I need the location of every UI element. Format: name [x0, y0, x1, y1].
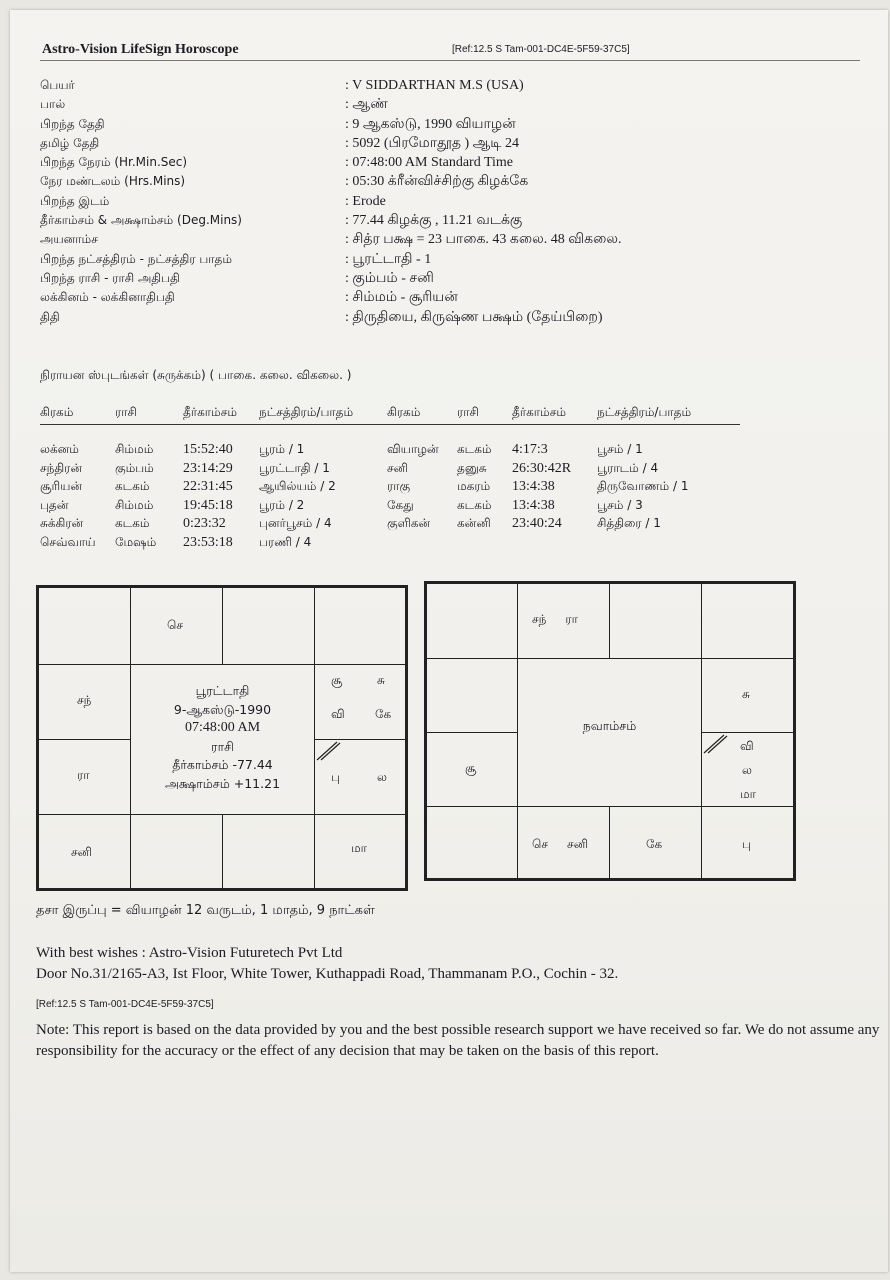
table-cell: திருவோணம் / 1: [597, 479, 689, 494]
footer-ref: [Ref:12.5 S Tam-001-DC4E-5F59-37C5]: [36, 999, 214, 1010]
rasi-cell-r3c1: [130, 814, 223, 889]
planet-label: ரா: [77, 768, 90, 782]
table-cell: சிம்மம்: [115, 497, 154, 512]
detail-label: பிறந்த நேரம் (Hr.Min.Sec): [40, 155, 188, 170]
table-cell: 15:52:40: [183, 442, 233, 458]
planet-label: மா: [740, 787, 756, 801]
rasi-cell-r2c0: [38, 739, 131, 815]
table-cell: [387, 534, 457, 553]
detail-value: : 05:30 க்ரீன்விச்சிற்கு கிழக்கே: [345, 174, 529, 190]
nirayana-title: நிராயன ஸ்புடங்கள் (சுருக்கம்) ( பாகை. கலை. விகலை. ): [40, 368, 352, 382]
detail-row: [40, 230, 870, 249]
table-cell: பரணி / 4: [259, 534, 312, 549]
detail-value: : சித்ர பக்ஷ = 23 பாகை. 43 கலை. 48 விகலை.: [345, 232, 622, 248]
detail-label: தீர்காம்சம் & அக்ஷாம்சம் (Deg.Mins): [40, 213, 242, 228]
table-cell: செவ்வாய்: [40, 534, 96, 549]
rasi-cell-r0c3: [314, 587, 406, 665]
rasi-chart: [36, 585, 408, 891]
report-ref: [Ref:12.5 S Tam-001-DC4E-5F59-37C5]: [452, 44, 630, 55]
planet-label: பு: [331, 770, 340, 784]
detail-value: : பூரட்டாதி - 1: [345, 251, 432, 267]
detail-row: [40, 308, 870, 327]
detail-value: : 77.44 கிழக்கு , 11.21 வடக்கு: [345, 213, 523, 229]
detail-value: : Erode: [345, 193, 386, 209]
column-header: நட்சத்திரம்/பாதம்: [259, 402, 387, 425]
column-header: கிரகம்: [387, 402, 457, 425]
planet-label: சு: [742, 687, 750, 701]
table-cell: சந்திரன்: [40, 460, 83, 475]
horoscope-page: [10, 10, 888, 1272]
planet-label: சந்: [77, 693, 92, 707]
detail-value: : ஆண்: [345, 97, 388, 113]
table-cell: சூரியன்: [40, 479, 83, 494]
table-cell: பூசம் / 3: [597, 497, 643, 512]
table-cell: லக்னம்: [40, 442, 79, 457]
column-header: கிரகம்: [40, 402, 115, 425]
detail-row: [40, 95, 870, 114]
navamsa-cell-r3c1: [517, 806, 610, 879]
table-cell: புதன்: [40, 497, 69, 512]
planet-table: [40, 402, 740, 552]
center-line: பூரட்டாதி: [195, 683, 250, 698]
table-cell: கடகம்: [115, 516, 150, 531]
table-cell: 13:4:38: [512, 497, 555, 513]
detail-label: பிறந்த ராசி - ராசி அதிபதி: [40, 270, 180, 285]
detail-label: திதி: [40, 309, 60, 324]
table-cell: பூராடம் / 4: [597, 460, 659, 475]
table-cell: சித்திரை / 1: [597, 516, 661, 531]
navamsa-chart: [424, 581, 796, 881]
rasi-center: [130, 664, 315, 815]
table-cell: குளிகன்: [387, 516, 431, 531]
column-header: தீர்காம்சம்: [183, 402, 259, 425]
column-header: ராசி: [457, 402, 512, 425]
table-spacer: [40, 425, 740, 442]
detail-label: லக்கினம் - லக்கினாதிபதி: [40, 290, 175, 305]
table-row: [40, 534, 740, 553]
rasi-cell-r1c0: [38, 664, 131, 740]
table-cell: [597, 534, 740, 553]
planet-label: மா: [351, 841, 367, 855]
rasi-cell-r3c2: [222, 814, 315, 889]
rasi-cell-r0c1: [130, 587, 223, 665]
table-cell: கேது: [387, 497, 414, 512]
detail-value: : 5092 (பிரமோதூத ) ஆடி 24: [345, 135, 519, 151]
detail-value: : கும்பம் - சனி: [345, 270, 434, 286]
table-row: [40, 441, 740, 460]
table-cell: பூரம் / 1: [259, 442, 305, 457]
detail-row: [40, 288, 870, 307]
table-row: [40, 497, 740, 516]
table-cell: கடகம்: [115, 479, 150, 494]
table-cell: சனி: [387, 460, 408, 475]
table-cell: 23:53:18: [183, 534, 233, 550]
table-cell: சிம்மம்: [115, 442, 154, 457]
vakra-marker-icon: [702, 733, 728, 755]
detail-row: [40, 250, 870, 269]
table-cell: ராகு: [387, 479, 411, 494]
detail-value: : 9 ஆகஸ்டு, 1990 வியாழன்: [345, 116, 516, 132]
detail-value: : திருதியை, கிருஷ்ண பக்ஷம் (தேய்பிறை): [345, 309, 603, 325]
navamsa-cell-r0c1: [517, 583, 610, 659]
report-title: Astro-Vision LifeSign Horoscope: [42, 42, 239, 57]
navamsa-cell-r0c0: [426, 583, 518, 659]
planet-label: கே: [646, 837, 663, 851]
column-header: தீர்காம்சம்: [512, 402, 597, 425]
center-line: ராசி: [211, 738, 234, 754]
navamsa-cell-r2c0: [426, 732, 518, 807]
planet-label: செ: [167, 618, 183, 632]
navamsa-cell-r1c3: [701, 658, 794, 733]
table-cell: கன்னி: [457, 516, 491, 531]
table-cell: கும்பம்: [115, 460, 154, 475]
table-cell: கடகம்: [457, 442, 492, 457]
navamsa-cell-r2c3: [701, 732, 794, 807]
dasa-balance: தசா இருப்பு = வியாழன் 12 வருடம், 1 மாதம், 9 நாட்கள்: [36, 903, 375, 918]
detail-label: பிறந்த இடம்: [40, 193, 110, 208]
detail-label: அயனாம்ச: [40, 232, 98, 247]
detail-label: பால்: [40, 97, 66, 112]
table-cell: 19:45:18: [183, 497, 233, 513]
table-cell: சுக்கிரன்: [40, 516, 84, 531]
table-cell: 23:14:29: [183, 460, 233, 476]
planet-label: சு: [377, 673, 385, 687]
center-line: 07:48:00 AM: [184, 720, 261, 736]
table-cell: கடகம்: [457, 497, 492, 512]
table-cell: பூரம் / 2: [259, 497, 305, 512]
table-cell: [512, 534, 597, 553]
planet-label: ல: [742, 763, 752, 777]
planet-label: பு: [742, 837, 751, 851]
table-cell: வியாழன்: [387, 442, 439, 457]
footer-wishes-block: [36, 943, 618, 985]
detail-label: பெயர்: [40, 78, 75, 92]
detail-value: : 07:48:00 AM Standard Time: [345, 155, 514, 171]
table-cell: தனுசு: [457, 460, 487, 475]
navamsa-cell-r0c2: [609, 583, 702, 659]
rasi-cell-r3c0: [38, 814, 131, 889]
detail-label: நேர மண்டலம் (Hrs.Mins): [40, 174, 186, 189]
detail-row: [40, 153, 870, 172]
footer-wishes: With best wishes : Astro-Vision Futuretech Pvt Ltd: [36, 945, 343, 961]
column-header: ராசி: [115, 402, 183, 425]
planet-label: சந் ரா: [532, 612, 578, 626]
table-cell: 4:17:3: [512, 442, 548, 458]
table-cell: 13:4:38: [512, 479, 555, 495]
disclaimer-note: Note: This report is based on the data provided by you and the best possible research support we have received so far. We do not assume any responsibility for the accuracy or the effect of any decision that may be taken on the basis of this report.: [36, 1022, 880, 1059]
planet-label: செ சனி: [532, 837, 589, 851]
detail-label: பிறந்த தேதி: [40, 116, 105, 131]
table-row: [40, 478, 740, 497]
navamsa-center: [517, 658, 702, 807]
rasi-cell-r0c0: [38, 587, 131, 665]
center-line: நவாம்சம்: [582, 718, 637, 733]
footer-address: Door No.31/2165-A3, Ist Floor, White Tower, Kuthappadi Road, Thammanam P.O., Cochin - 32.: [36, 966, 619, 982]
planet-label: ல: [377, 770, 387, 784]
table-header-row: [40, 402, 740, 425]
detail-row: [40, 134, 870, 153]
detail-row: [40, 211, 870, 230]
planet-label: கே: [375, 707, 392, 721]
detail-label: தமிழ் தேதி: [40, 135, 100, 150]
rasi-cell-r0c2: [222, 587, 315, 665]
planet-label: வி: [740, 739, 754, 753]
table-cell: 0:23:32: [183, 516, 226, 532]
detail-row: [40, 115, 870, 134]
table-row: [40, 460, 740, 479]
birth-details: [40, 76, 870, 327]
table-cell: மேஷம்: [115, 534, 157, 549]
detail-row: [40, 76, 870, 95]
detail-row: [40, 269, 870, 288]
navamsa-cell-r3c0: [426, 806, 518, 879]
navamsa-cell-r1c0: [426, 658, 518, 733]
detail-row: [40, 192, 870, 211]
vakra-marker-icon: [315, 740, 341, 762]
table-cell: 23:40:24: [512, 516, 562, 532]
detail-value: : சிம்மம் - சூரியன்: [345, 290, 458, 306]
header-divider: [40, 60, 860, 61]
planet-label: சூ: [331, 673, 343, 687]
table-cell: பூசம் / 1: [597, 442, 643, 457]
detail-label: பிறந்த நட்சத்திரம் - நட்சத்திர பாதம்: [40, 251, 233, 266]
table-cell: [457, 534, 512, 553]
table-cell: புனர்பூசம் / 4: [259, 516, 332, 531]
detail-value: : V SIDDARTHAN M.S (USA): [345, 78, 524, 93]
navamsa-cell-r3c3: [701, 806, 794, 879]
planet-label: சூ: [465, 761, 477, 775]
navamsa-cell-r0c3: [701, 583, 794, 659]
table-cell: 22:31:45: [183, 479, 233, 495]
table-cell: பூரட்டாதி / 1: [259, 460, 330, 475]
detail-row: [40, 172, 870, 191]
rasi-cell-r2c3: [314, 739, 406, 815]
table-row: [40, 515, 740, 534]
center-line: 9-ஆகஸ்டு-1990: [173, 701, 272, 717]
center-line: அக்ஷாம்சம் +11.21: [164, 775, 281, 791]
center-line: தீர்காம்சம் -77.44: [172, 757, 273, 773]
planet-label: சனி: [71, 845, 92, 859]
rasi-cell-r3c3: [314, 814, 406, 889]
navamsa-cell-r3c2: [609, 806, 702, 879]
column-header: நட்சத்திரம்/பாதம்: [597, 402, 740, 425]
planet-label: வி: [331, 707, 345, 721]
table-cell: 26:30:42R: [512, 460, 572, 476]
table-cell: மகரம்: [457, 479, 491, 494]
rasi-cell-r1c3: [314, 664, 406, 740]
table-cell: ஆயில்யம் / 2: [259, 479, 336, 494]
